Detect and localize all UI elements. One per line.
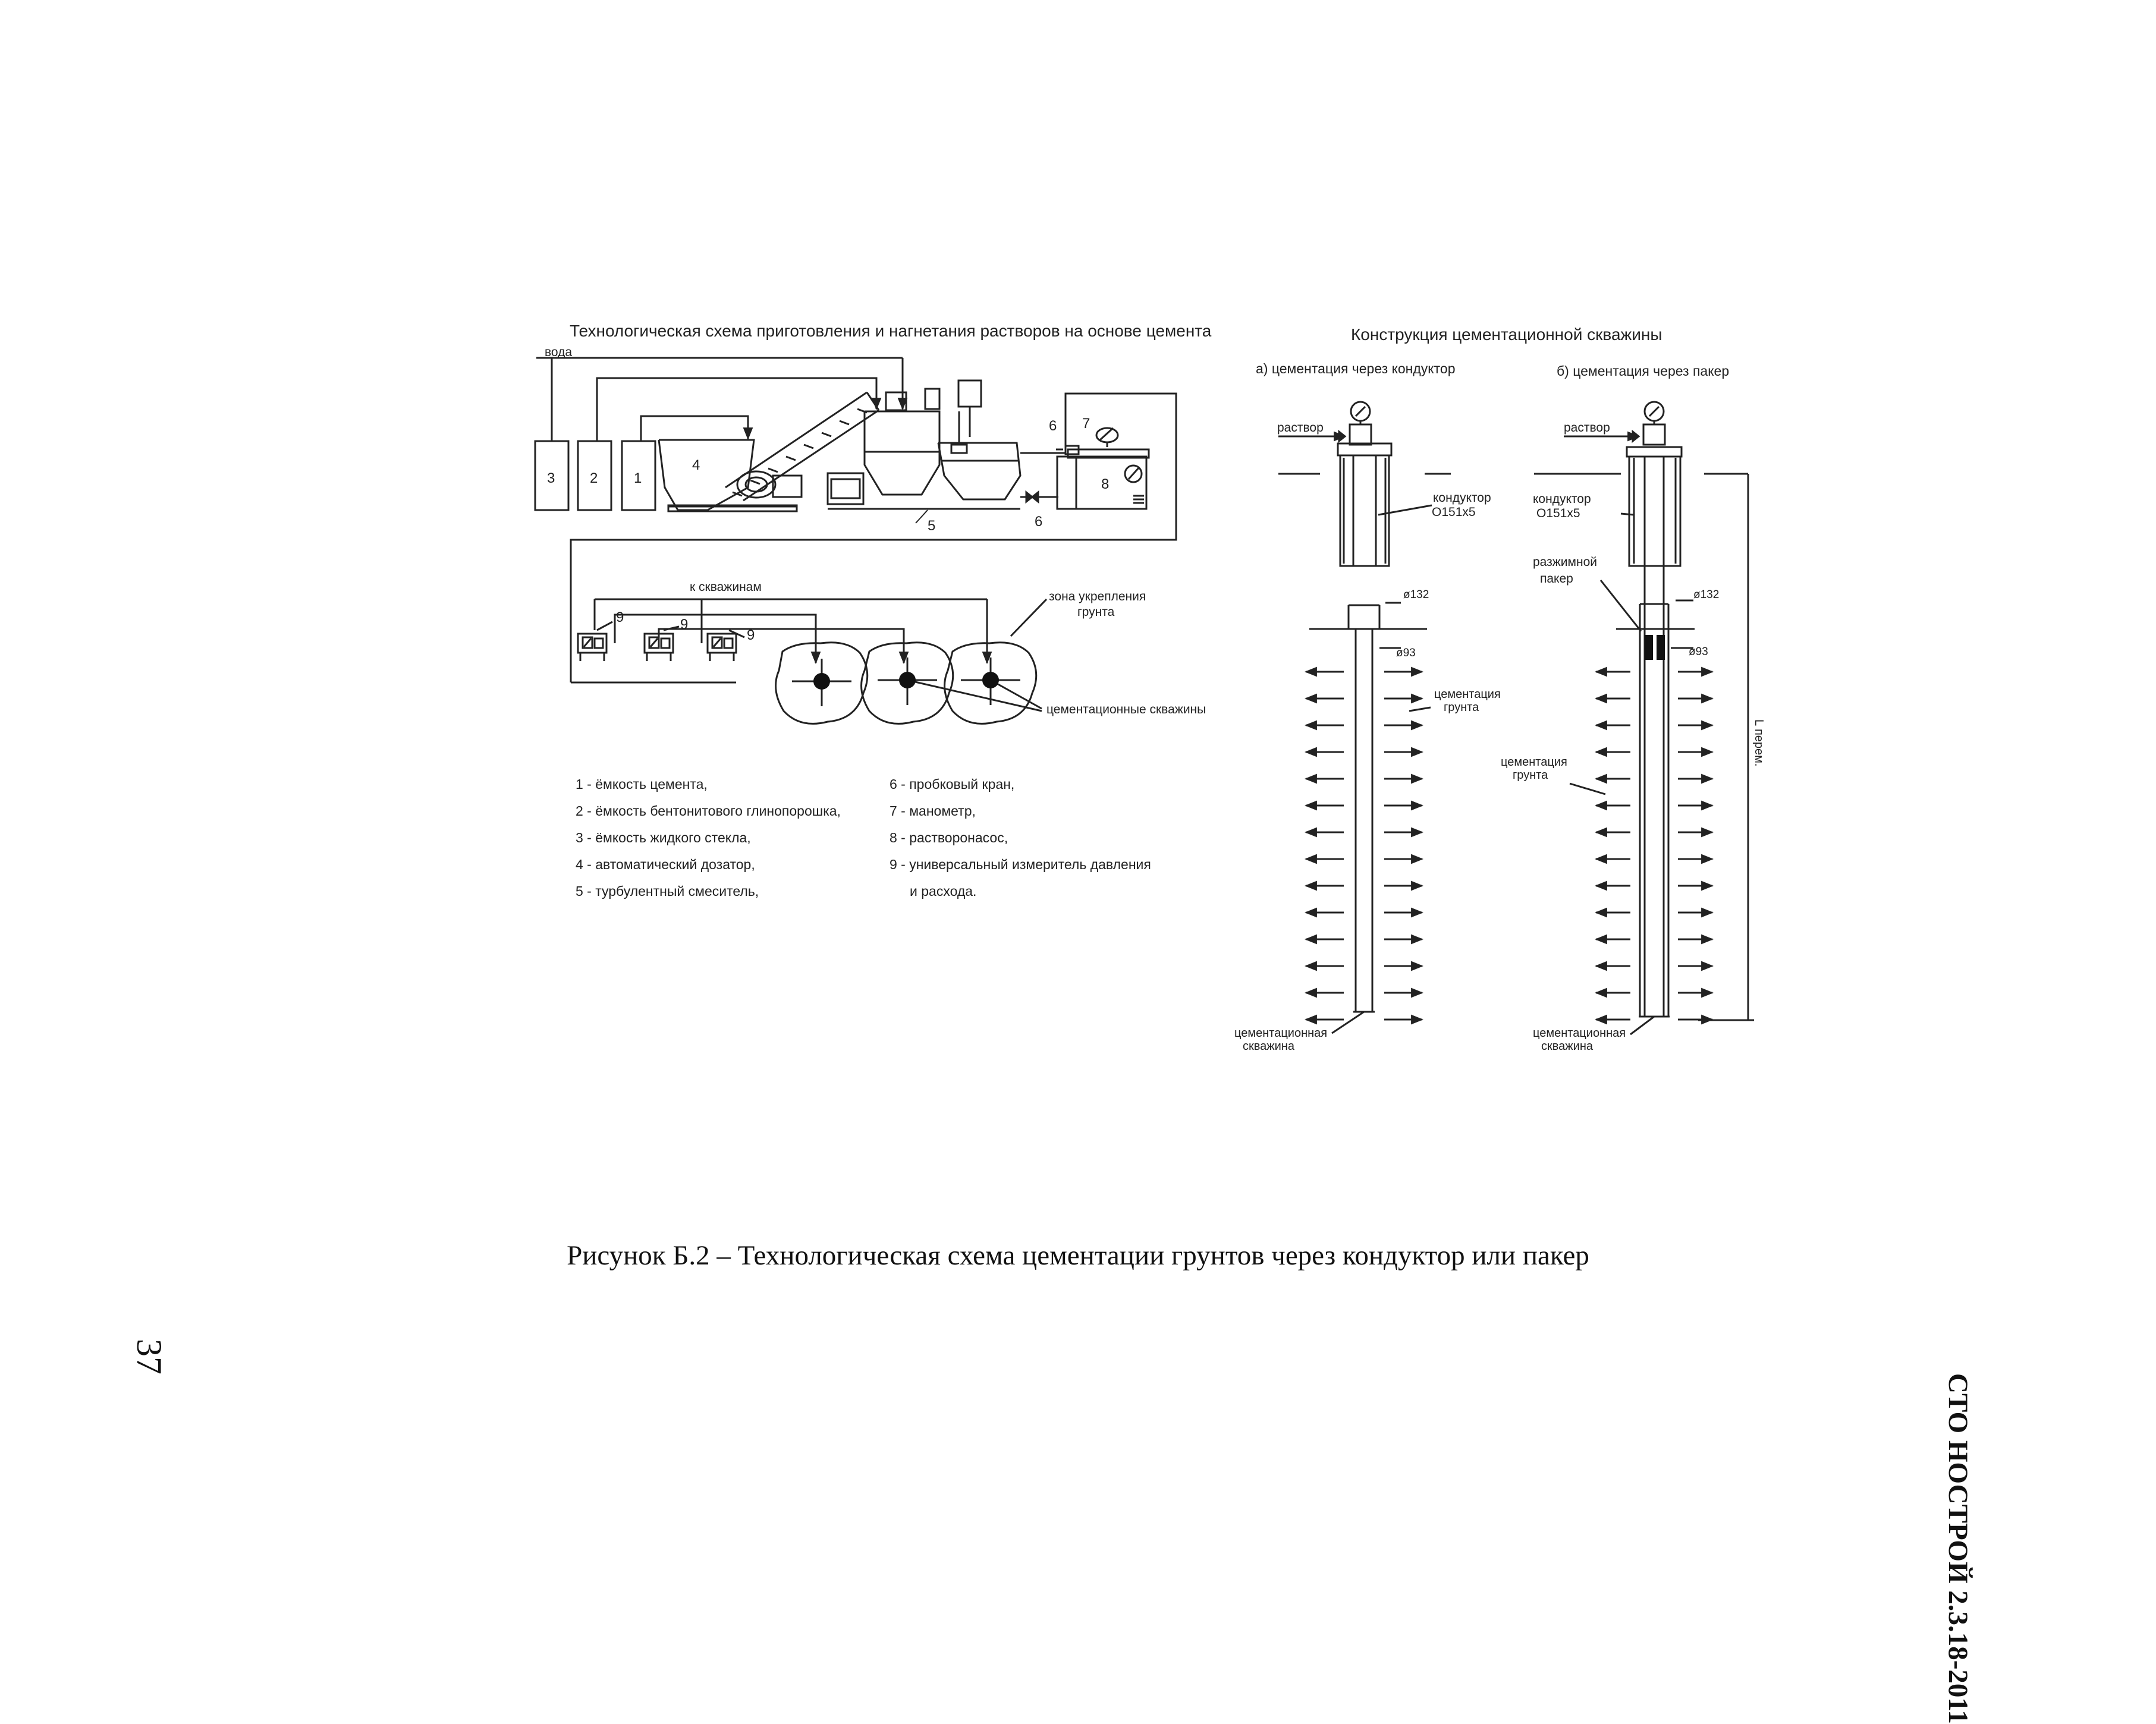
left-scheme-title: Технологическая схема приготовления и нагнетания растворов на основе цемента [570, 322, 1212, 340]
variant-b-injection-arrows [1596, 672, 1712, 1020]
variant-a-diameter-132: ø132 [1403, 589, 1429, 601]
variant-a-subtitle: а) цементация через кондуктор [1256, 361, 1456, 376]
variant-b-diameter-93: ø93 [1689, 646, 1708, 658]
legend-item-5: 5 - турбулентный смеситель, [576, 883, 759, 899]
variant-a-conductor-size: O151х5 [1432, 505, 1476, 519]
variant-b-length-label: L перем. [1752, 719, 1765, 767]
variant-a-diameter-93: ø93 [1396, 647, 1416, 659]
meter-9-c-number: 9 [747, 627, 755, 643]
variant-a-well-label-2: скважина [1243, 1040, 1294, 1053]
document-header: СТО НОСТРОЙ 2.3.18-2011 [1943, 1373, 1973, 1724]
variant-b-subtitle: б) цементация через пакер [1557, 363, 1730, 379]
pump-number: 8 [1101, 476, 1110, 492]
legend-item-8: 8 - растворонасос, [890, 830, 1008, 845]
variant-a-solution-label: раствор [1277, 421, 1324, 435]
well-a-structure [1278, 402, 1451, 1033]
variant-b-cementation-label-2: грунта [1513, 769, 1548, 782]
tank-3-number: 3 [547, 470, 555, 486]
legend-item-1: 1 - ёмкость цемента, [576, 776, 708, 792]
legend-left [576, 776, 841, 899]
variant-a-conductor-label: кондуктор [1433, 491, 1491, 505]
water-supply-lines [536, 358, 903, 441]
variant-b-packer-label: разжимной [1533, 555, 1597, 569]
variant-a-cementation-label-2: грунта [1444, 701, 1479, 714]
legend-item-9: 9 - универсальный измеритель давления [890, 857, 1151, 872]
wells-label: цементационные скважины [1046, 703, 1206, 716]
zone-label-line2: грунта [1077, 605, 1115, 619]
variant-b-conductor-label: кондуктор [1533, 492, 1591, 506]
legend-item-6: 6 - пробковый кран, [890, 776, 1015, 792]
valve-6-top-number: 6 [1049, 418, 1057, 434]
figure-caption: Рисунок Б.2 – Технологическая схема цементации грунтов через кондуктор или пакер [567, 1240, 1589, 1271]
variant-b-diameter-132: ø132 [1693, 589, 1720, 601]
legend-item-4: 4 - автоматический дозатор, [576, 857, 755, 872]
legend-item-7: 7 - манометр, [890, 803, 976, 819]
legend-right [890, 776, 1151, 899]
valve-6-bottom-number: 6 [1035, 514, 1043, 530]
legend-item-3: 3 - ёмкость жидкого стекла, [576, 830, 751, 845]
meter-9-b-number: 9 [680, 616, 689, 633]
variant-b-packer-label-2: пакер [1540, 572, 1573, 586]
variant-a-cementation-label: цементация [1434, 688, 1501, 701]
legend-item-9-cont: и расхода. [910, 883, 977, 899]
zone-label-line1: зона укрепления [1049, 590, 1146, 603]
legend-item-2: 2 - ёмкость бентонитового глинопорошка, [576, 803, 841, 819]
water-label: вода [545, 345, 573, 359]
mixer-number: 5 [928, 518, 936, 534]
variant-b-conductor-size: O151х5 [1536, 506, 1580, 520]
manometer-icon [1096, 428, 1118, 447]
variant-a-well-label: цементационная [1234, 1027, 1328, 1040]
tank-1-number: 1 [634, 470, 642, 486]
variant-b-cementation-label: цементация [1501, 756, 1567, 769]
meter-9-a-number: 9 [616, 609, 624, 625]
to-wells-label: к скважинам [690, 580, 762, 594]
variant-b-solution-label: раствор [1564, 421, 1610, 435]
page-number: 37 [130, 1339, 169, 1374]
variant-b-well-label: цементационная [1533, 1027, 1626, 1040]
tank-2-number: 2 [590, 470, 598, 486]
flow-meters [578, 622, 744, 661]
variant-b-well-label-2: скважина [1541, 1040, 1593, 1053]
manometer-number: 7 [1082, 416, 1090, 432]
distribution-lines [571, 544, 987, 682]
packer-icon [1645, 635, 1665, 660]
doser-number: 4 [692, 457, 700, 473]
variant-a-injection-arrows [1306, 672, 1422, 1020]
right-scheme-title: Конструкция цементационной скважины [1351, 325, 1662, 344]
